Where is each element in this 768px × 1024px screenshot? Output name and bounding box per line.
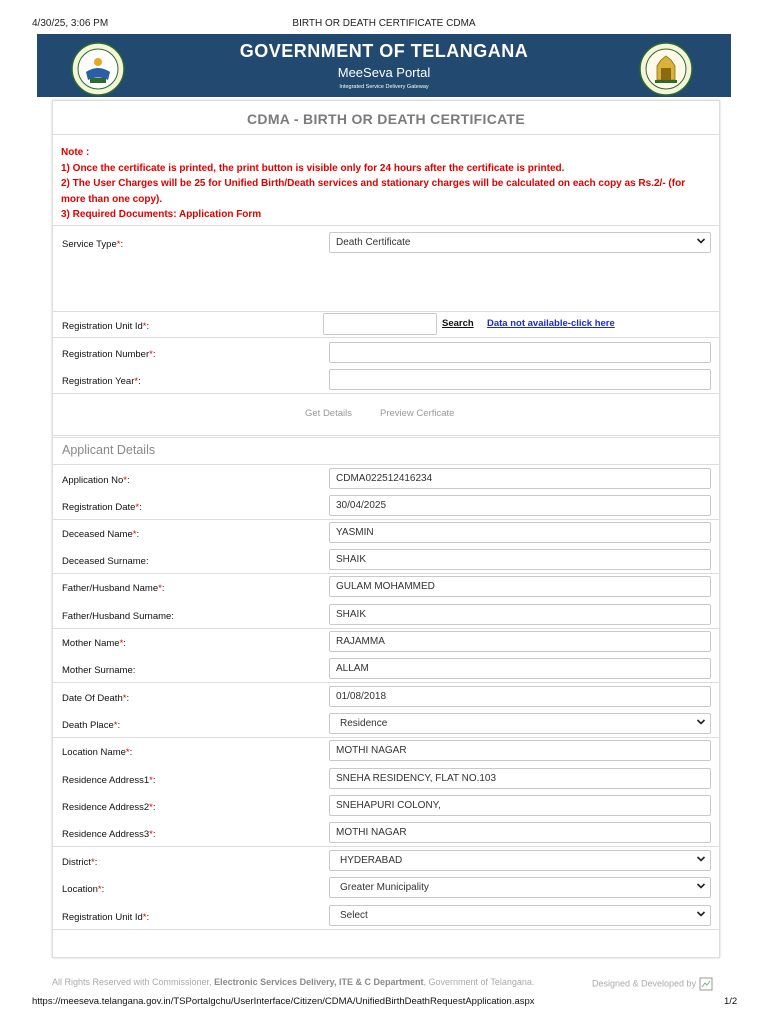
- portal-tagline: Integrated Service Delivery Gateway: [339, 84, 429, 90]
- father-husband-name-input[interactable]: [329, 576, 711, 597]
- print-header: [0, 0, 768, 34]
- application-no-row: Application No*: CDMA022512416234: [53, 467, 719, 494]
- death-place-label: Death Place: [62, 720, 114, 731]
- divider: [53, 435, 719, 436]
- location-select[interactable]: [329, 877, 711, 898]
- location-label: Location: [62, 884, 98, 895]
- applicant-section-title: Applicant Details: [62, 443, 156, 457]
- note-line-2: 2) The User Charges will be 25 for Unified Birth/Death services and stationary charges will be calculated on each copy as Rs.2/- (for more than one copy).: [61, 178, 686, 205]
- date-of-death-input[interactable]: [329, 686, 711, 707]
- deceased-surname-row: [53, 548, 719, 575]
- portal-banner: [37, 34, 731, 97]
- deceased-name-input[interactable]: [329, 522, 711, 543]
- service-type-row: Service Type*: Death Certificate: [53, 231, 719, 258]
- mother-name-row: Mother Name*: RAJAMMA: [53, 630, 719, 657]
- district-value: HYDERABAD: [340, 855, 403, 866]
- deceased-surname-value: SHAIK: [336, 554, 367, 565]
- mother-surname-value: ALLAM: [336, 663, 369, 674]
- residence-address1-value: SNEHA RESIDENCY, FLAT NO.103: [336, 773, 497, 784]
- residence-address1-input[interactable]: [329, 768, 711, 789]
- district-label: District: [62, 857, 92, 868]
- service-type-select[interactable]: [329, 232, 711, 253]
- print-url: https://meeseva.telangana.gov.in/TSPortalgchu/UserInterface/Citizen/CDMA/UnifiedBirthDeathRequestApplication.aspx: [32, 996, 535, 1007]
- deceased-surname-label: Deceased Surname:: [62, 556, 149, 567]
- broken-image-icon: [699, 977, 713, 991]
- deceased-name-label: Deceased Name: [62, 529, 133, 540]
- telangana-emblem-icon: [639, 42, 693, 96]
- search-link[interactable]: Search: [442, 318, 474, 329]
- application-no-value: CDMA022512416234: [336, 473, 433, 484]
- chevron-down-icon: [696, 881, 706, 891]
- print-datetime: 4/30/25, 3:06 PM: [32, 18, 109, 29]
- registration-year-input[interactable]: [329, 369, 711, 390]
- card-title: CDMA - BIRTH OR DEATH CERTIFICATE: [53, 101, 719, 135]
- residence-address3-row: Residence Address3*: MOTHI NAGAR: [53, 821, 719, 848]
- preview-certificate-button[interactable]: Preview Cerficate: [380, 408, 455, 419]
- chevron-down-icon: [696, 909, 706, 919]
- mother-name-value: RAJAMMA: [336, 636, 385, 647]
- divider: [53, 519, 719, 520]
- registration-number-row: Registration Number*:: [53, 341, 719, 368]
- print-page-number: 1/2: [724, 996, 738, 1007]
- registration-date-label: Registration Date: [62, 502, 136, 513]
- portal-name: MeeSeva Portal: [337, 65, 431, 80]
- residence-address1-label: Residence Address1: [62, 775, 150, 786]
- deceased-surname-input[interactable]: [329, 549, 711, 570]
- father-husband-surname-row: [53, 603, 719, 630]
- location-name-row: Location Name*: MOTHI NAGAR: [53, 739, 719, 766]
- father-husband-surname-input[interactable]: [329, 604, 711, 625]
- deceased-name-row: Deceased Name*: YASMIN: [53, 521, 719, 548]
- registration-unit-row: Registration Unit Id*: Search Data not available-click here: [53, 313, 719, 340]
- registration-number-input[interactable]: [329, 342, 711, 363]
- location-name-input[interactable]: [329, 740, 711, 761]
- residence-address3-value: MOTHI NAGAR: [336, 827, 407, 838]
- residence-address2-value: SNEHAPURI COLONY,: [336, 800, 441, 811]
- registration-unit-id-value: Select: [340, 910, 368, 921]
- residence-address3-label: Residence Address3: [62, 829, 150, 840]
- note-box: [61, 145, 711, 223]
- registration-year-row: Registration Year*:: [53, 368, 719, 395]
- father-husband-name-row: Father/Husband Name*: GULAM MOHAMMED: [53, 575, 719, 602]
- death-place-select[interactable]: [329, 713, 711, 734]
- divider: [53, 846, 719, 847]
- registration-date-row: Registration Date*: 30/04/2025: [53, 494, 719, 521]
- location-name-value: MOTHI NAGAR: [336, 745, 407, 756]
- location-value: Greater Municipality: [340, 882, 429, 893]
- date-of-death-value: 01/08/2018: [336, 691, 387, 702]
- registration-date-input[interactable]: [329, 495, 711, 516]
- registration-year-label: Registration Year: [62, 376, 135, 387]
- death-place-value: Residence: [340, 718, 388, 729]
- divider: [53, 225, 719, 226]
- data-not-available-link[interactable]: Data not available-click here: [487, 318, 615, 329]
- footer-rights: All Rights Reserved with Commissioner, Electronic Services Delivery, ITE & C Department, Government of Telangana.: [52, 977, 535, 987]
- government-title: GOVERNMENT OF TELANGANA: [239, 41, 529, 61]
- divider: [53, 737, 719, 738]
- service-type-label: Service Type: [62, 239, 117, 250]
- mother-name-label: Mother Name: [62, 638, 120, 649]
- divider: [53, 464, 719, 465]
- chevron-down-icon: [696, 717, 706, 727]
- certificate-form-card: [52, 100, 720, 958]
- registration-date-value: 30/04/2025: [336, 500, 387, 511]
- father-husband-name-value: GULAM MOHAMMED: [336, 581, 435, 592]
- registration-unit-id-row: Registration Unit Id*: Select: [53, 904, 719, 931]
- mother-surname-label: Mother Surname:: [62, 665, 136, 676]
- divider: [53, 311, 719, 312]
- divider: [53, 628, 719, 629]
- divider: [53, 437, 719, 438]
- residence-address1-row: Residence Address1*: SNEHA RESIDENCY, FLAT NO.103: [53, 767, 719, 794]
- service-type-value: Death Certificate: [336, 237, 411, 248]
- registration-unit-input[interactable]: [323, 313, 437, 335]
- district-row: District*: HYDERABAD: [53, 849, 719, 876]
- print-title: BIRTH OR DEATH CERTIFICATE CDMA: [292, 18, 476, 29]
- application-no-input[interactable]: [329, 468, 711, 489]
- residence-address2-input[interactable]: [329, 795, 711, 816]
- date-of-death-row: Date Of Death*: 01/08/2018: [53, 685, 719, 712]
- death-place-row: Death Place*: Residence: [53, 712, 719, 739]
- divider: [53, 393, 719, 394]
- chevron-down-icon: [696, 854, 706, 864]
- mother-surname-row: [53, 657, 719, 684]
- divider: [53, 573, 719, 574]
- mother-surname-input[interactable]: [329, 658, 711, 679]
- divider: [53, 337, 719, 338]
- location-row: Location*: Greater Municipality: [53, 876, 719, 903]
- district-select[interactable]: [329, 850, 711, 871]
- registration-number-label: Registration Number: [62, 349, 150, 360]
- location-name-label: Location Name: [62, 747, 126, 758]
- get-details-button[interactable]: Get Details: [305, 408, 352, 419]
- residence-address3-input[interactable]: [329, 822, 711, 843]
- father-husband-surname-label: Father/Husband Surname:: [62, 611, 174, 622]
- date-of-death-label: Date Of Death: [62, 693, 123, 704]
- registration-unit-id-label: Registration Unit Id: [62, 912, 143, 923]
- divider: [53, 929, 719, 930]
- father-husband-surname-value: SHAIK: [336, 609, 367, 620]
- residence-address2-row: Residence Address2*: SNEHAPURI COLONY,: [53, 794, 719, 821]
- deceased-name-value: YASMIN: [336, 527, 374, 538]
- residence-address2-label: Residence Address2: [62, 802, 150, 813]
- note-heading: Note :: [61, 147, 90, 158]
- mother-name-input[interactable]: [329, 631, 711, 652]
- father-husband-name-label: Father/Husband Name: [62, 583, 159, 594]
- footer-designed-by: Designed & Developed by: [592, 977, 713, 991]
- registration-unit-id-select[interactable]: [329, 905, 711, 926]
- divider: [53, 682, 719, 683]
- note-line-3: 3) Required Documents: Application Form: [61, 209, 262, 220]
- note-line-1: 1) Once the certificate is printed, the print button is visible only for 24 hours after the certificate is printed.: [61, 162, 565, 174]
- chevron-down-icon: [696, 236, 706, 246]
- registration-unit-label: Registration Unit Id: [62, 321, 143, 332]
- application-no-label: Application No: [62, 475, 124, 486]
